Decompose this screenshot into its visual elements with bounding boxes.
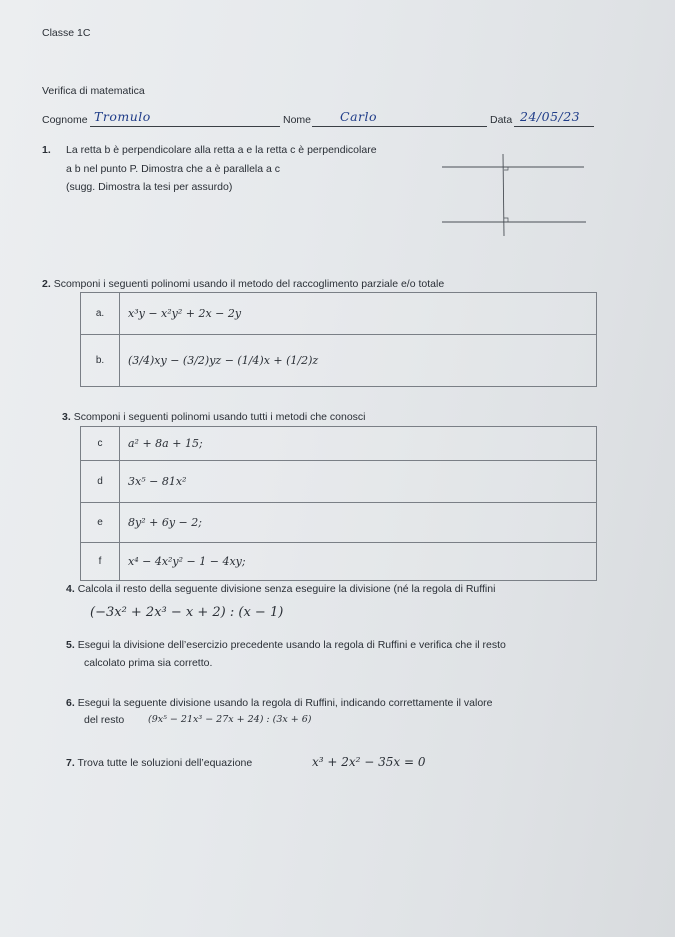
q3-row-e-expr: 8y² + 6y − 2;: [120, 503, 597, 543]
q5-heading: [66, 639, 506, 651]
class-label: Classe 1C: [42, 27, 91, 39]
q4-expr: (−3x² + 2x³ − x + 2) : (x − 1): [90, 605, 284, 620]
q2-row-b: [81, 335, 597, 387]
q3-text: Scomponi i seguenti polinomi usando tutti i metodi che conosci: [73, 411, 366, 423]
line-b: [503, 154, 504, 236]
q5-number: 5.: [66, 639, 75, 651]
q4-heading: [66, 583, 495, 595]
q3-row-e-label: e: [81, 503, 120, 543]
page-title: Verifica di matematica: [42, 85, 145, 97]
q5-line2: calcolato prima sia corretto.: [84, 657, 213, 669]
name-line: [312, 126, 487, 127]
q2-row-b-expr: (3/4)xy − (3/2)yz − (1/4)x + (1/2)z: [120, 335, 597, 387]
q2-row-a-expr: x³y − x²y² + 2x − 2y: [120, 293, 597, 335]
q1-line3: (sugg. Dimostra la tesi per assurdo): [66, 181, 233, 193]
surname-label: Cognome: [42, 114, 88, 126]
q3-row-e: [81, 503, 597, 543]
q6-expr: (9x⁵ − 21x³ − 27x + 24) : (3x + 6): [148, 714, 312, 725]
q6-line1: Esegui la seguente divisione usando la regola di Ruffini, indicando correttamente il valore: [77, 697, 493, 709]
q2-row-b-label: b.: [81, 335, 120, 387]
q3-table: [80, 426, 597, 581]
q4-number: 4.: [66, 583, 75, 595]
date-value: 24/05/23: [520, 109, 581, 124]
surname-line: [90, 126, 280, 127]
q2-number: 2.: [42, 278, 51, 290]
q2-text: Scomponi i seguenti polinomi usando il metodo del raccoglimento parziale e/o totale: [53, 278, 445, 290]
q4-text: Calcola il resto della seguente divisione senza eseguire la divisione (né la regola di Ruffini: [77, 583, 496, 595]
q7-text: Trova tutte le soluzioni dell’equazione: [77, 757, 253, 769]
q1-number: 1.: [42, 144, 51, 156]
q3-heading: [62, 411, 366, 423]
q2-table: [80, 292, 597, 387]
date-line: [514, 126, 594, 127]
q7-heading: [66, 757, 252, 769]
q3-row-f-label: f: [81, 543, 120, 581]
q7-number: 7.: [66, 757, 75, 769]
name-label: Nome: [283, 114, 312, 126]
q5-line1: Esegui la divisione dell’esercizio precedente usando la regola di Ruffini e verifica che il resto: [77, 639, 506, 651]
name-value: Carlo: [340, 109, 378, 124]
q1-line1: La retta b è perpendicolare alla retta a e la retta c è perpendicolare: [66, 144, 377, 156]
q1-line2: a b nel punto P. Dimostra che a è parallela a c: [66, 163, 281, 175]
q3-row-c: [81, 427, 597, 461]
q3-number: 3.: [62, 411, 71, 423]
q3-row-f: [81, 543, 597, 581]
date-label: Data: [490, 114, 513, 126]
q3-row-d-label: d: [81, 461, 120, 503]
surname-value: Tromulo: [94, 109, 151, 124]
q2-row-a-label: a.: [81, 293, 120, 335]
q2-heading: [42, 278, 444, 290]
q3-row-d-expr: 3x⁵ − 81x²: [120, 461, 597, 503]
q7-expr: x³ + 2x² − 35x = 0: [312, 755, 426, 769]
q3-row-c-expr: a² + 8a + 15;: [120, 427, 597, 461]
q6-line2: del resto: [84, 714, 125, 726]
q3-row-d: [81, 461, 597, 503]
q2-row-a: [81, 293, 597, 335]
q3-row-c-label: c: [81, 427, 120, 461]
right-angle-mark-bottom: [504, 218, 508, 222]
q6-number: 6.: [66, 697, 75, 709]
q6-heading: [66, 697, 493, 709]
q3-row-f-expr: x⁴ − 4x²y² − 1 − 4xy;: [120, 543, 597, 581]
geometry-figure: [440, 150, 590, 240]
